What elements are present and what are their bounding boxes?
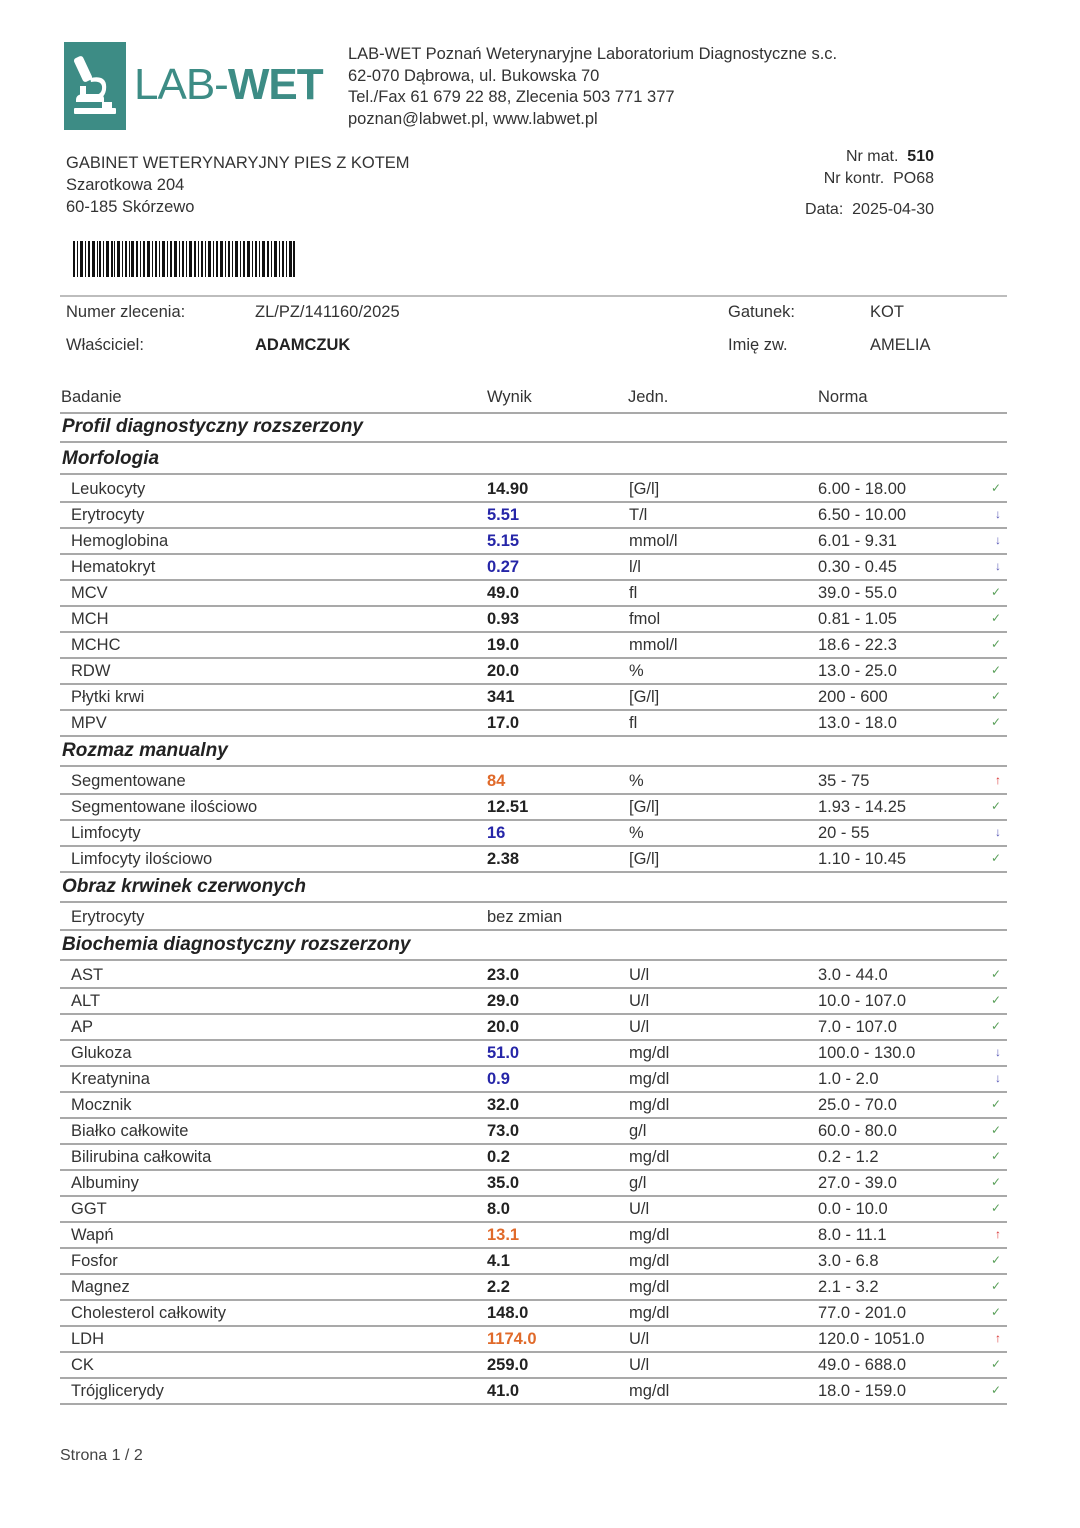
test-name: Hemoglobina xyxy=(71,532,169,550)
logo-text-lab: LAB xyxy=(134,60,215,109)
test-name: Segmentowane xyxy=(71,772,186,790)
client-name: GABINET WETERYNARYJNY PIES Z KOTEM xyxy=(66,154,410,172)
table-row xyxy=(60,1249,1007,1275)
check-icon: ✓ xyxy=(990,1383,1001,1397)
test-norm: 27.0 - 39.0 xyxy=(818,1174,897,1192)
table-row xyxy=(60,503,1007,529)
lab-contact-block xyxy=(348,44,837,130)
lab-address: 62-070 Dąbrowa, ul. Bukowska 70 xyxy=(348,66,600,85)
check-icon: ✓ xyxy=(990,1305,1001,1319)
check-icon: ✓ xyxy=(990,967,1001,981)
test-name: Segmentowane ilościowo xyxy=(71,798,258,816)
arrow-up-icon: ↑ xyxy=(995,773,1001,787)
test-norm: 100.0 - 130.0 xyxy=(818,1044,916,1062)
lab-name: LAB-WET Poznań Weterynaryjne Laboratorium Diagnostyczne s.c. xyxy=(348,45,838,63)
test-result: 1174.0 xyxy=(487,1330,537,1348)
test-unit: U/l xyxy=(629,1018,650,1036)
test-result: 14.90 xyxy=(487,480,529,498)
client-address xyxy=(66,152,410,218)
test-unit: % xyxy=(629,772,644,790)
table-row xyxy=(60,1379,1007,1405)
row-divider xyxy=(60,765,1007,767)
test-norm: 13.0 - 18.0 xyxy=(818,714,897,732)
client-street: Szarotkowa 204 xyxy=(66,176,185,194)
table-row xyxy=(60,1197,1007,1223)
section-header xyxy=(60,445,1007,475)
test-unit: mg/dl xyxy=(629,1382,670,1400)
table-row xyxy=(60,1145,1007,1171)
test-name: ALT xyxy=(71,992,101,1010)
test-unit: [G/l] xyxy=(629,850,660,868)
test-unit: U/l xyxy=(629,966,650,984)
nr-kontr-label: Nr kontr. xyxy=(823,170,885,187)
barcode-icon xyxy=(73,241,295,277)
table-row xyxy=(60,529,1007,555)
test-norm: 1.93 - 14.25 xyxy=(818,798,907,816)
test-unit: fmol xyxy=(629,610,661,628)
test-result: 341 xyxy=(487,688,515,706)
arrow-up-icon: ↑ xyxy=(995,1227,1001,1241)
date-value: 2025-04-30 xyxy=(852,201,934,218)
profile-title-row xyxy=(60,413,1007,443)
test-unit: U/l xyxy=(629,1200,650,1218)
row-divider xyxy=(60,901,1007,903)
lab-phone: Tel./Fax 61 679 22 88, Zlecenia 503 771 377 xyxy=(348,88,675,106)
test-norm: 1.0 - 2.0 xyxy=(818,1070,879,1088)
test-name: Fosfor xyxy=(71,1252,118,1270)
test-result: 49.0 xyxy=(487,584,520,602)
test-name: LDH xyxy=(71,1330,105,1348)
check-icon: ✓ xyxy=(990,1149,1001,1163)
test-result: 41.0 xyxy=(487,1382,520,1400)
test-unit: U/l xyxy=(629,1330,650,1348)
test-name: Leukocyty xyxy=(71,480,146,498)
lab-email-web: poznan@labwet.pl, www.labwet.pl xyxy=(348,109,598,128)
test-unit: U/l xyxy=(629,1356,650,1374)
sample-meta xyxy=(805,146,934,221)
test-result: 19.0 xyxy=(487,636,520,654)
section-title: Biochemia diagnostyczny rozszerzony xyxy=(62,934,411,955)
check-icon: ✓ xyxy=(990,851,1001,865)
test-name: Trójglicerydy xyxy=(71,1382,164,1400)
table-row xyxy=(60,607,1007,633)
table-row xyxy=(60,659,1007,685)
check-icon: ✓ xyxy=(990,715,1001,729)
test-norm: 3.0 - 44.0 xyxy=(818,966,888,984)
test-unit: % xyxy=(629,662,644,680)
test-unit: T/l xyxy=(629,506,648,524)
test-name: Erytrocyty xyxy=(71,908,145,926)
test-result: 0.2 xyxy=(487,1148,510,1166)
test-unit: mg/dl xyxy=(629,1304,670,1322)
test-name: Glukoza xyxy=(71,1044,132,1062)
test-norm: 7.0 - 107.0 xyxy=(818,1018,897,1036)
column-header-unit: Jedn. xyxy=(628,388,669,406)
test-name: MPV xyxy=(71,714,107,732)
section-header xyxy=(60,737,1007,767)
test-norm: 6.01 - 9.31 xyxy=(818,532,897,550)
check-icon: ✓ xyxy=(990,799,1001,813)
arrow-down-icon: ↓ xyxy=(995,507,1001,521)
date-line xyxy=(805,199,934,221)
arrow-down-icon: ↓ xyxy=(995,1045,1001,1059)
test-result: 16 xyxy=(487,824,506,842)
test-norm: 13.0 - 25.0 xyxy=(818,662,897,680)
table-row xyxy=(60,555,1007,581)
test-norm: 0.2 - 1.2 xyxy=(818,1148,879,1166)
test-result: 0.9 xyxy=(487,1070,510,1088)
table-row xyxy=(60,477,1007,503)
test-name: Bilirubina całkowita xyxy=(71,1148,212,1166)
test-norm: 49.0 - 688.0 xyxy=(818,1356,907,1374)
test-unit: mmol/l xyxy=(629,532,678,550)
nr-kontr-value: PO68 xyxy=(893,170,934,187)
test-unit: fl xyxy=(629,714,638,732)
test-result: 51.0 xyxy=(487,1044,520,1062)
table-row xyxy=(60,633,1007,659)
test-norm: 8.0 - 11.1 xyxy=(818,1226,887,1244)
check-icon: ✓ xyxy=(990,689,1001,703)
column-header-norm: Norma xyxy=(818,388,868,406)
test-unit: mg/dl xyxy=(629,1096,670,1114)
test-norm: 6.50 - 10.00 xyxy=(818,506,907,524)
test-unit: U/l xyxy=(629,992,650,1010)
test-result: 32.0 xyxy=(487,1096,520,1114)
test-name: GGT xyxy=(71,1200,107,1218)
test-result: 5.15 xyxy=(487,532,520,550)
table-row xyxy=(60,1327,1007,1353)
test-result: 0.93 xyxy=(487,610,520,628)
test-norm: 20 - 55 xyxy=(818,824,870,842)
test-norm: 18.0 - 159.0 xyxy=(818,1382,907,1400)
check-icon: ✓ xyxy=(990,1175,1001,1189)
test-name: Limfocyty xyxy=(71,824,141,842)
test-name: Erytrocyty xyxy=(71,506,145,524)
test-result: 29.0 xyxy=(487,992,520,1010)
test-norm: 0.30 - 0.45 xyxy=(818,558,897,576)
test-unit: mg/dl xyxy=(629,1044,670,1062)
page-number: Strona 1 / 2 xyxy=(60,1447,143,1464)
table-row xyxy=(60,795,1007,821)
check-icon: ✓ xyxy=(990,1279,1001,1293)
logo-text-wet: WET xyxy=(227,60,323,109)
table-row xyxy=(60,769,1007,795)
table-row xyxy=(60,1093,1007,1119)
check-icon: ✓ xyxy=(990,1253,1001,1267)
column-header-result: Wynik xyxy=(487,388,532,406)
section-title: Rozmaz manualny xyxy=(62,740,228,761)
arrow-up-icon: ↑ xyxy=(995,1331,1001,1345)
species-label: Gatunek: xyxy=(728,303,795,321)
row-divider xyxy=(60,473,1007,475)
test-result: 2.2 xyxy=(487,1278,510,1296)
check-icon: ✓ xyxy=(990,481,1001,495)
test-unit: [G/l] xyxy=(629,688,660,706)
table-row xyxy=(60,1119,1007,1145)
check-icon: ✓ xyxy=(990,585,1001,599)
pet-name-label: Imię zw. xyxy=(728,336,788,354)
test-result: 12.51 xyxy=(487,798,529,816)
nr-kontr-line xyxy=(805,168,934,190)
table-row xyxy=(60,711,1007,737)
test-unit: % xyxy=(629,824,644,842)
test-unit: fl xyxy=(629,584,638,602)
section-header xyxy=(60,931,1007,961)
check-icon: ✓ xyxy=(990,611,1001,625)
test-name: Białko całkowite xyxy=(71,1122,189,1140)
table-row xyxy=(60,1301,1007,1327)
test-unit: [G/l] xyxy=(629,480,660,498)
test-result: 84 xyxy=(487,772,506,790)
row-divider xyxy=(60,441,1007,443)
barcode xyxy=(73,241,295,277)
test-result: 73.0 xyxy=(487,1122,520,1140)
test-result: 148.0 xyxy=(487,1304,529,1322)
section-header xyxy=(60,873,1007,903)
nr-mat-value: 510 xyxy=(907,148,934,165)
test-norm: 6.00 - 18.00 xyxy=(818,480,907,498)
test-result: 259.0 xyxy=(487,1356,529,1374)
test-result: 0.27 xyxy=(487,558,520,576)
row-divider xyxy=(60,1403,1007,1405)
test-norm: 1.10 - 10.45 xyxy=(818,850,907,868)
arrow-down-icon: ↓ xyxy=(995,825,1001,839)
order-number-label: Numer zlecenia: xyxy=(66,303,186,321)
test-unit: [G/l] xyxy=(629,798,660,816)
date-label: Data: xyxy=(805,201,844,218)
test-name: Cholesterol całkowity xyxy=(71,1304,226,1322)
test-norm: 0.81 - 1.05 xyxy=(818,610,897,628)
test-norm: 25.0 - 70.0 xyxy=(818,1096,897,1114)
logo-text-sep: - xyxy=(214,60,228,109)
test-name: MCH xyxy=(71,610,109,628)
arrow-down-icon: ↓ xyxy=(995,533,1001,547)
test-norm: 120.0 - 1051.0 xyxy=(818,1330,925,1348)
profile-title: Profil diagnostyczny rozszerzony xyxy=(62,416,363,437)
test-norm: 10.0 - 107.0 xyxy=(818,992,907,1010)
check-icon: ✓ xyxy=(990,1201,1001,1215)
nr-mat-label: Nr mat. xyxy=(845,148,899,165)
test-result: 17.0 xyxy=(487,714,520,732)
section-title: Morfologia xyxy=(62,448,160,469)
test-unit: mg/dl xyxy=(629,1226,670,1244)
test-result: bez zmian xyxy=(487,908,563,926)
test-name: MCHC xyxy=(71,636,121,654)
table-row xyxy=(60,685,1007,711)
test-name: Mocznik xyxy=(71,1096,132,1114)
test-unit: mg/dl xyxy=(629,1252,670,1270)
nr-mat-line xyxy=(805,146,934,168)
order-number-value: ZL/PZ/141160/2025 xyxy=(255,303,400,321)
test-name: Wapń xyxy=(71,1226,114,1244)
table-row xyxy=(60,821,1007,847)
species-value: KOT xyxy=(870,303,904,321)
test-name: Kreatynina xyxy=(71,1070,150,1088)
test-unit: mg/dl xyxy=(629,1148,670,1166)
pet-name-value: AMELIA xyxy=(870,336,931,354)
test-norm: 60.0 - 80.0 xyxy=(818,1122,897,1140)
test-unit: mmol/l xyxy=(629,636,678,654)
microscope-icon xyxy=(64,42,126,130)
arrow-down-icon: ↓ xyxy=(995,559,1001,573)
check-icon: ✓ xyxy=(990,1357,1001,1371)
test-result: 2.38 xyxy=(487,850,520,868)
check-icon: ✓ xyxy=(990,993,1001,1007)
test-result: 20.0 xyxy=(487,662,520,680)
table-row xyxy=(60,1223,1007,1249)
test-name: Hematokryt xyxy=(71,558,156,576)
column-header-test: Badanie xyxy=(61,388,122,406)
test-unit: g/l xyxy=(629,1174,647,1192)
test-unit: g/l xyxy=(629,1122,647,1140)
check-icon: ✓ xyxy=(990,637,1001,651)
table-row xyxy=(60,1015,1007,1041)
check-icon: ✓ xyxy=(990,1019,1001,1033)
test-norm: 0.0 - 10.0 xyxy=(818,1200,888,1218)
row-divider xyxy=(60,959,1007,961)
test-name: AP xyxy=(71,1018,94,1036)
test-unit: mg/dl xyxy=(629,1278,670,1296)
test-norm: 77.0 - 201.0 xyxy=(818,1304,907,1322)
test-result: 4.1 xyxy=(487,1252,510,1270)
test-name: RDW xyxy=(71,662,111,680)
test-result: 23.0 xyxy=(487,966,520,984)
table-row xyxy=(60,1353,1007,1379)
client-city: 60-185 Skórzewo xyxy=(66,198,195,216)
check-icon: ✓ xyxy=(990,1123,1001,1137)
table-row xyxy=(60,1067,1007,1093)
check-icon: ✓ xyxy=(990,1097,1001,1111)
test-norm: 2.1 - 3.2 xyxy=(818,1278,879,1296)
test-name: Magnez xyxy=(71,1278,130,1296)
table-row xyxy=(60,1275,1007,1301)
test-result: 20.0 xyxy=(487,1018,520,1036)
test-result: 35.0 xyxy=(487,1174,520,1192)
test-norm: 18.6 - 22.3 xyxy=(818,636,897,654)
test-name: Limfocyty ilościowo xyxy=(71,850,213,868)
test-name: Płytki krwi xyxy=(71,688,145,706)
owner-label: Właściciel: xyxy=(66,336,144,354)
arrow-down-icon: ↓ xyxy=(995,1071,1001,1085)
test-result: 8.0 xyxy=(487,1200,510,1218)
table-row xyxy=(60,847,1007,873)
test-name: MCV xyxy=(71,584,108,602)
test-name: CK xyxy=(71,1356,94,1374)
logo-wordmark xyxy=(134,60,323,110)
test-unit: l/l xyxy=(629,558,641,576)
section-title: Obraz krwinek czerwonych xyxy=(62,876,306,897)
test-result: 13.1 xyxy=(487,1226,520,1244)
table-row xyxy=(60,989,1007,1015)
test-result: 5.51 xyxy=(487,506,520,524)
test-unit: mg/dl xyxy=(629,1070,670,1088)
divider xyxy=(60,295,1007,297)
logo-emblem xyxy=(64,42,126,130)
table-row xyxy=(60,581,1007,607)
test-norm: 200 - 600 xyxy=(818,688,888,706)
owner-value: ADAMCZUK xyxy=(255,336,351,354)
table-row xyxy=(60,963,1007,989)
test-norm: 39.0 - 55.0 xyxy=(818,584,897,602)
test-norm: 35 - 75 xyxy=(818,772,870,790)
test-name: AST xyxy=(71,966,104,984)
table-row xyxy=(60,905,1007,931)
check-icon: ✓ xyxy=(990,663,1001,677)
table-row xyxy=(60,1041,1007,1067)
table-row xyxy=(60,1171,1007,1197)
test-name: Albuminy xyxy=(71,1174,139,1192)
test-norm: 3.0 - 6.8 xyxy=(818,1252,879,1270)
